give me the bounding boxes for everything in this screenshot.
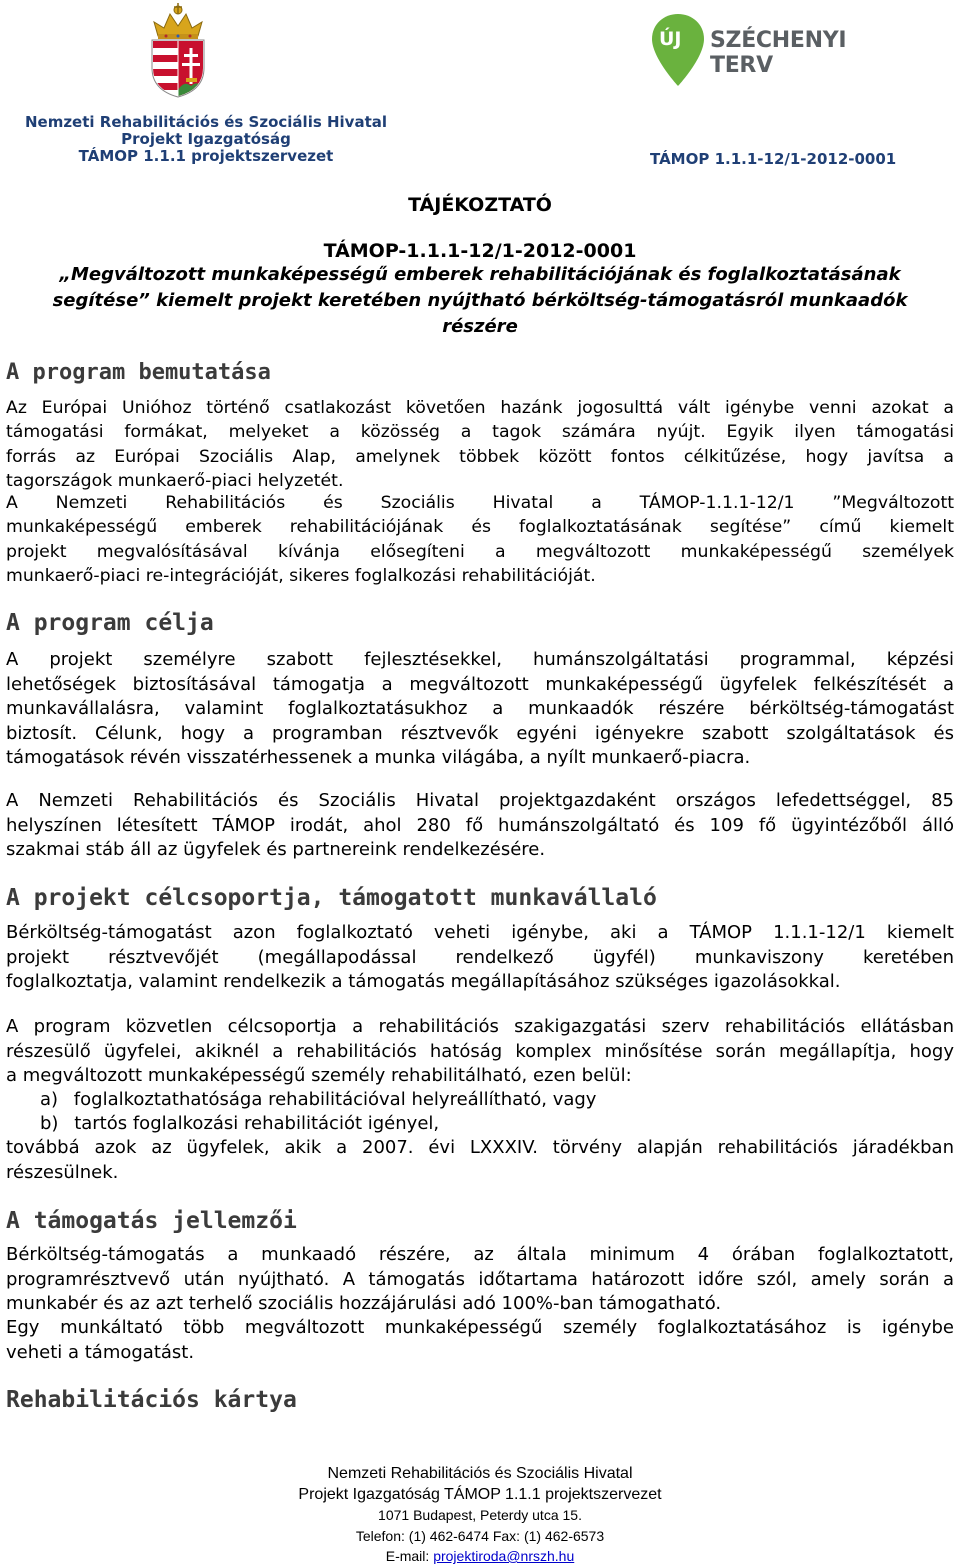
- section-heading-program-celja: A program célja: [6, 610, 214, 636]
- paragraph: [6, 491, 954, 588]
- paragraph: [6, 1316, 954, 1365]
- page-footer: [0, 1464, 960, 1567]
- subtitle-line: részére: [442, 316, 518, 337]
- header-org-line3: TÁMOP 1.1.1 projektszervezet: [78, 147, 334, 165]
- section-heading-program-bemutatasa: A program bemutatása: [6, 360, 271, 385]
- paragraph-line: A projekt személyre szabott fejlesztésekkel, humánszolgáltatási programmal, képzési: [6, 649, 954, 670]
- paragraph-line: Bérköltség-támogatás a munkaadó részére, az általa minimum 4 órában foglalkoztatott,: [6, 1244, 954, 1265]
- paragraph: [6, 1243, 954, 1317]
- header-organization: [6, 114, 406, 165]
- paragraph: [6, 921, 954, 995]
- paragraph-line: foglalkoztatja, valamint rendelkezik a támogatás megállapításához szükséges igazolásokkal.: [6, 971, 841, 992]
- paragraph: [6, 396, 954, 493]
- page-title: TÁJÉKOZTATÓ: [408, 194, 552, 216]
- paragraph-line: programrésztvevő után nyújtható. A támogatás időtartama határozott időre szól, amely során a: [6, 1268, 954, 1290]
- paragraph: [6, 1015, 954, 1089]
- footer-email-link[interactable]: projektiroda@nrszh.hu: [433, 1548, 575, 1564]
- paragraph-line: Bérköltség-támogatást azon foglalkoztató veheti igénybe, aki a TÁMOP 1.1.1-12/1 kiemelt: [6, 922, 954, 943]
- paragraph-line: A Nemzeti Rehabilitációs és Szociális Hivatal projektgazdaként országos lefedettséggel, 85: [6, 790, 954, 811]
- paragraph-line: tagországok munkaerő-piaci helyzetét.: [6, 470, 344, 491]
- subtitle: [20, 262, 940, 340]
- paragraph-line: támogatási formákat, melyeket a közösség a tagok számára nyújt. Egyik ilyen támogatási: [6, 422, 954, 443]
- list-item-text: tartós foglalkozási rehabilitációt igényel,: [74, 1113, 440, 1134]
- paragraph-line: projekt megvalósításával kívánja elősegíteni a megváltozott munkaképességű személyek: [6, 541, 954, 562]
- paragraph: [6, 648, 954, 771]
- footer-email-line: [0, 1546, 960, 1567]
- project-code-title: TÁMOP-1.1.1-12/1-2012-0001: [323, 240, 637, 262]
- list-item: [40, 1112, 439, 1137]
- paragraph-line: Egy munkáltató több megváltozott munkaképességű személy foglalkoztatásához is igénybe: [6, 1317, 954, 1338]
- section-heading-tamogatas-jellemzoi: A támogatás jellemzői: [6, 1208, 297, 1234]
- hungarian-coat-of-arms-icon: [148, 2, 208, 98]
- header-project-code: TÁMOP 1.1.1-12/1-2012-0001: [650, 150, 897, 168]
- paragraph-line: támogatások révén visszatérhessenek a munka világába, a nyílt munkaerő-piacra.: [6, 747, 751, 768]
- footer-org: Nemzeti Rehabilitációs és Szociális Hivatal: [327, 1465, 633, 1482]
- list-marker: b): [40, 1113, 59, 1134]
- paragraph-line: Az Európai Unióhoz történő csatlakozást követően hazánk jogosulttá vált igénybe venni azokat a: [6, 398, 954, 418]
- logo-uj-text: ÚJ: [659, 28, 682, 50]
- header-org-line1: Nemzeti Rehabilitációs és Szociális Hivatal: [24, 113, 388, 131]
- logo-name-text: SZÉCHENYI TERV: [710, 28, 847, 78]
- footer-unit: Projekt Igazgatóság TÁMOP 1.1.1 projektszervezet: [298, 1485, 662, 1503]
- list-item-text: foglalkoztathatósága rehabilitációval helyreállítható, vagy: [73, 1089, 597, 1110]
- paragraph-line: munkavállalásra, valamint foglalkoztatásukhoz a munkaadók részére bérköltség-támogatást: [6, 698, 954, 719]
- footer-email-label: E-mail:: [385, 1548, 434, 1564]
- subtitle-line: „Megváltozott munkaképességű emberek rehabilitációjának és foglalkoztatásának: [59, 264, 901, 285]
- paragraph-line: részesülő ügyfelei, akiknél a rehabilitációs hatóság komplex minősítése során megállapítja, hogy: [6, 1040, 954, 1062]
- subtitle-line: segítése” kiemelt projekt keretében nyújtható bérköltség-támogatásról munkaadók: [52, 290, 908, 311]
- paragraph-line: lehetőségek biztosításával támogatja a megváltozott munkaképességű ügyfelek felkészítését a: [6, 673, 954, 695]
- paragraph: [6, 1136, 954, 1185]
- footer-phone: Telefon: (1) 462-6474 Fax: (1) 462-6573: [355, 1527, 605, 1544]
- paragraph-line: a megváltozott munkaképességű személy rehabilitálható, ezen belül:: [6, 1065, 632, 1086]
- paragraph-line: A program közvetlen célcsoportja a rehabilitációs szakigazgatási szerv rehabilitációs ellátásban: [6, 1016, 954, 1037]
- paragraph-line: munkaerő-piaci re-integrációját, sikeres foglalkozási rehabilitációját.: [6, 565, 596, 586]
- paragraph-line: projekt résztvevőjét (megállapodással rendelkező ügyfél) munkaviszony keretében: [6, 946, 954, 968]
- paragraph-line: veheti a támogatást.: [6, 1341, 195, 1363]
- section-heading-celcsoport: A projekt célcsoportja, támogatott munkavállaló: [6, 885, 657, 911]
- list-marker: a): [40, 1089, 59, 1110]
- paragraph-line: munkaképességű emberek rehabilitációjának és foglalkoztatásának segítése” című kiemelt: [6, 517, 954, 538]
- paragraph-line: továbbá azok az ügyfelek, akik a 2007. évi LXXXIV. törvény alapján rehabilitációs járadékban: [6, 1137, 954, 1158]
- footer-address: 1071 Budapest, Peterdy utca 15.: [378, 1507, 582, 1523]
- paragraph-line: A Nemzeti Rehabilitációs és Szociális Hivatal a TÁMOP-1.1.1-12/1 ”Megváltozott: [6, 493, 954, 513]
- list-item: [40, 1088, 596, 1113]
- paragraph-line: forrás az Európai Szociális Alap, amelynek többek között fontos célkitűzése, hogy javítsa a: [6, 446, 954, 467]
- header-org-line2: Projekt Igazgatóság: [121, 130, 291, 148]
- paragraph-line: helyszínen létesített TÁMOP irodát, ahol 280 fő humánszolgáltató és 109 fő ügyintézőből álló: [6, 814, 954, 836]
- paragraph-line: munkabér és az azt terhelő szociális hozzájárulási adó 100%-ban támogatható.: [6, 1293, 722, 1314]
- paragraph: [6, 789, 954, 863]
- uj-szechenyi-terv-logo: [650, 12, 900, 88]
- paragraph-line: biztosít. Célunk, hogy a programban résztvevők egyéni igényekre szabott szolgáltatások és: [6, 722, 954, 744]
- paragraph-line: szakmai stáb áll az ügyfelek és partnereink rendelkezésére.: [6, 839, 546, 860]
- section-heading-rehabilitacios-kartya: Rehabilitációs kártya: [6, 1387, 297, 1413]
- paragraph-line: részesülnek.: [6, 1161, 119, 1183]
